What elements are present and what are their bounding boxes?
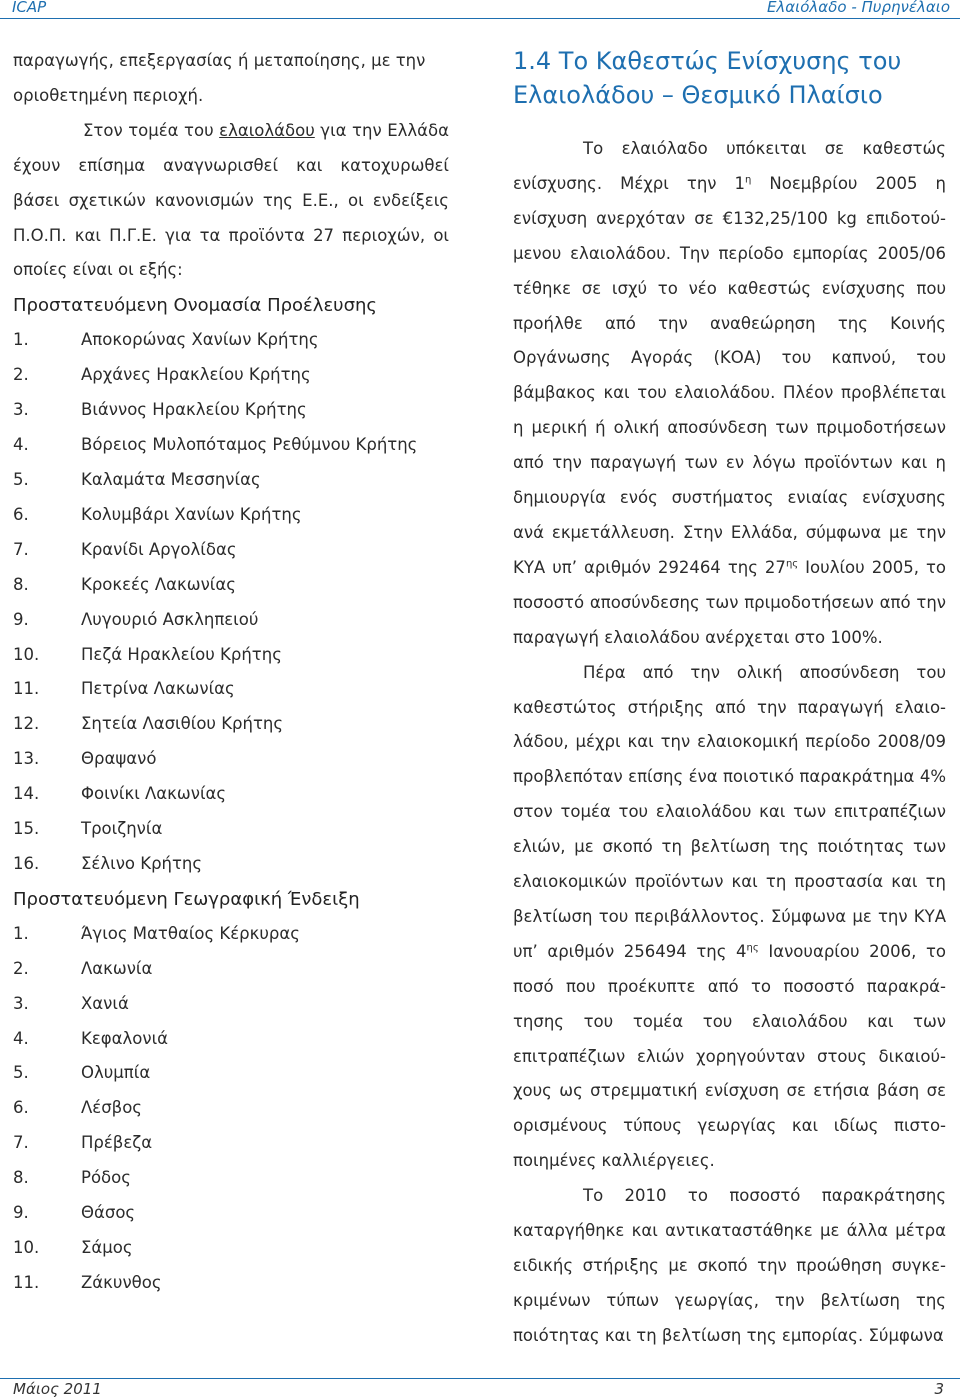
list-item: 9. Θάσος (13, 1203, 136, 1223)
list-item: 3. Χανιά (13, 993, 129, 1013)
list-item: 12. Σητεία Λασιθίου Κρήτης (13, 714, 284, 734)
intro-paragraph (13, 114, 449, 289)
page-number: 3 (934, 1380, 944, 1398)
header-right-text: Ελαιόλαδο - Πυρηνέλαιο (766, 0, 950, 16)
right-column (513, 44, 946, 1354)
left-column (13, 44, 449, 1301)
header-left-text: ICAP (12, 0, 47, 16)
pdo-title: Προστατευόμενη Ονομασία Προέλευσης (13, 295, 377, 317)
list-item: 8. Κροκεές Λακωνίας (13, 574, 236, 594)
paragraph-2010: Το 2010 το ποσοστό παρακράτησης καταργήθηκε και αντικαταστάθηκε με άλλα μέτρα ειδικής στήριξης με σκοπό την προώθηση συγκε-κριμένων τύπων γεωργίας, την βελτίωση της ποιότητας και τη βελτίωση της εμπορίας. Σύμφωνα (513, 1186, 946, 1345)
olive-oil-link[interactable]: ελαιολάδου (219, 120, 315, 140)
list-item: 10. Πεζά Ηρακλείου Κρήτης (13, 644, 282, 664)
pgi-list (13, 917, 449, 1301)
section-heading-line-1: 1.4 Το Καθεστώς Ενίσχυσης του (513, 47, 902, 75)
header-rule (0, 18, 960, 19)
list-item: 8. Ρόδος (13, 1168, 131, 1188)
intro-text-after: για την Ελλάδα έχουν επίσημα αναγνωρισθεί και κατοχυρωθεί βάσει σχετικών κανονισμών της Ε.Ε., οι ενδείξεις Π.Ο.Π. και Π.Γ.Ε. για τα προϊόντα 27 περιοχών, οι οποίες είναι οι εξής: (13, 120, 449, 280)
pdo-list (13, 323, 449, 882)
list-item: 2. Λακωνία (13, 958, 153, 978)
list-item: 15. Τροιζηνία (13, 819, 163, 839)
list-item: 4. Κεφαλονιά (13, 1028, 169, 1048)
list-item: 9. Λυγουριό Ασκληπειού (13, 609, 259, 629)
list-item: 4. Βόρειος Μυλοπόταμος Ρεθύμνου Κρήτης (13, 435, 418, 455)
intro-line-1: παραγωγής, επεξεργασίας ή μεταποίησης, με την (13, 51, 426, 70)
list-item: 16. Σέλινο Κρήτης (13, 853, 203, 873)
list-item: 2. Αρχάνες Ηρακλείου Κρήτης (13, 365, 311, 385)
footer-rule (0, 1378, 960, 1379)
page-header (0, 0, 960, 20)
list-item: 7. Κρανίδι Αργολίδας (13, 539, 237, 559)
footer-date: Μάιος 2011 (13, 1380, 102, 1398)
paragraph-aid-regime: Το ελαιόλαδο υπόκειται σε καθεστώς ενίσχυσης. Μέχρι την $1^\eta$ Νοεμβρίου 2005 η ενίσχυση ανερχόταν σε €132,25/100 kg επιδοτού-μενου ελαιολάδου. Την περίοδο εμπορίας 2005/06 τέθηκε σε ισχύ το νέο καθεστώς ενίσχυσης που προήλθε από την αναθεώρηση της Κοινής Οργάνωσης Αγοράς (ΚΟΑ) του καπνού, του βάμβακος και του ελαιολάδου. Πλέον προβλέπεται η μερική ή ολική αποσύνδεση των πριμοδοτήσεων από την παραγωγή των εν λόγω προϊόντων και η δημιουργία ενός συστήματος ενιαίας ενίσχυσης ανά εκμετάλλευση. Στην Ελλάδα, σύμφωνα με την ΚΥΑ υπ’ αριθμόν 292464 της $27^{\eta\varsigma}$ Ιουλίου 2005, το ποσοστό αποσύνδεσης των πριμοδοτήσεων από την παραγωγή ελαιολάδου ανέρχεται στο 100%. (513, 139, 946, 647)
section-heading-line-2: Ελαιολάδου – Θεσμικό Πλαίσιο (513, 81, 883, 109)
list-item: 11. Ζάκυνθος (13, 1272, 162, 1292)
pgi-title: Προστατευόμενη Γεωγραφική Ένδειξη (13, 888, 360, 910)
list-item: 10. Σάμος (13, 1238, 133, 1257)
list-item: 3. Βιάννος Ηρακλείου Κρήτης (13, 400, 307, 420)
section-heading (513, 44, 946, 112)
list-item: 14. Φοινίκι Λακωνίας (13, 784, 227, 804)
list-item: 5. Ολυμπία (13, 1063, 151, 1083)
list-item: 1. Αποκορώνας Χανίων Κρήτης (13, 330, 319, 350)
intro-line-2: οριοθετημένη περιοχή. (13, 85, 204, 105)
list-item: 6. Λέσβος (13, 1098, 142, 1118)
list-item: 13. Θραψανό (13, 749, 157, 769)
list-item: 1. Άγιος Ματθαίος Κέρκυρας (13, 923, 300, 943)
list-item: 7. Πρέβεζα (13, 1133, 153, 1153)
list-item: 5. Καλαμάτα Μεσσηνίας (13, 469, 261, 489)
paragraph-decoupling: Πέρα από την ολική αποσύνδεση του καθεστώτος στήριξης από την παραγωγή ελαιο-λάδου, μέχρι και την ελαιοκομική περίοδο 2008/09 προβλεπόταν επίσης ένα ποιοτικό παρακράτημα 4% στον τομέα του ελαιολάδου και των επιτραπέζιων ελιών, με σκοπό τη βελτίωση της ποιότητας των ελαιοκομικών προϊόντων και τη προστασία και τη βελτίωση του περιβάλλοντος. Σύμφωνα με την ΚΥΑ υπ’ αριθμόν 256494 της $4^{\eta\varsigma}$ Ιανουαρίου 2006, το ποσό που προέκυπτε από το ποσοστό παρακρά-τησης του τομέα του ελαιολάδου και των επιτραπέζιων ελιών χορηγούνταν στους δικαιού-χους ως στρεμματική ενίσχυση σε ετήσια βάση σε ορισμένους τύπους γεωργίας και ιδίως πιστο-ποιημένες καλλιέργειες. (513, 662, 946, 1171)
list-item: 11. Πετρίνα Λακωνίας (13, 679, 235, 699)
list-item: 6. Κολυμβάρι Χανίων Κρήτης (13, 504, 302, 524)
intro-text-before: Στον τομέα του (83, 120, 220, 140)
